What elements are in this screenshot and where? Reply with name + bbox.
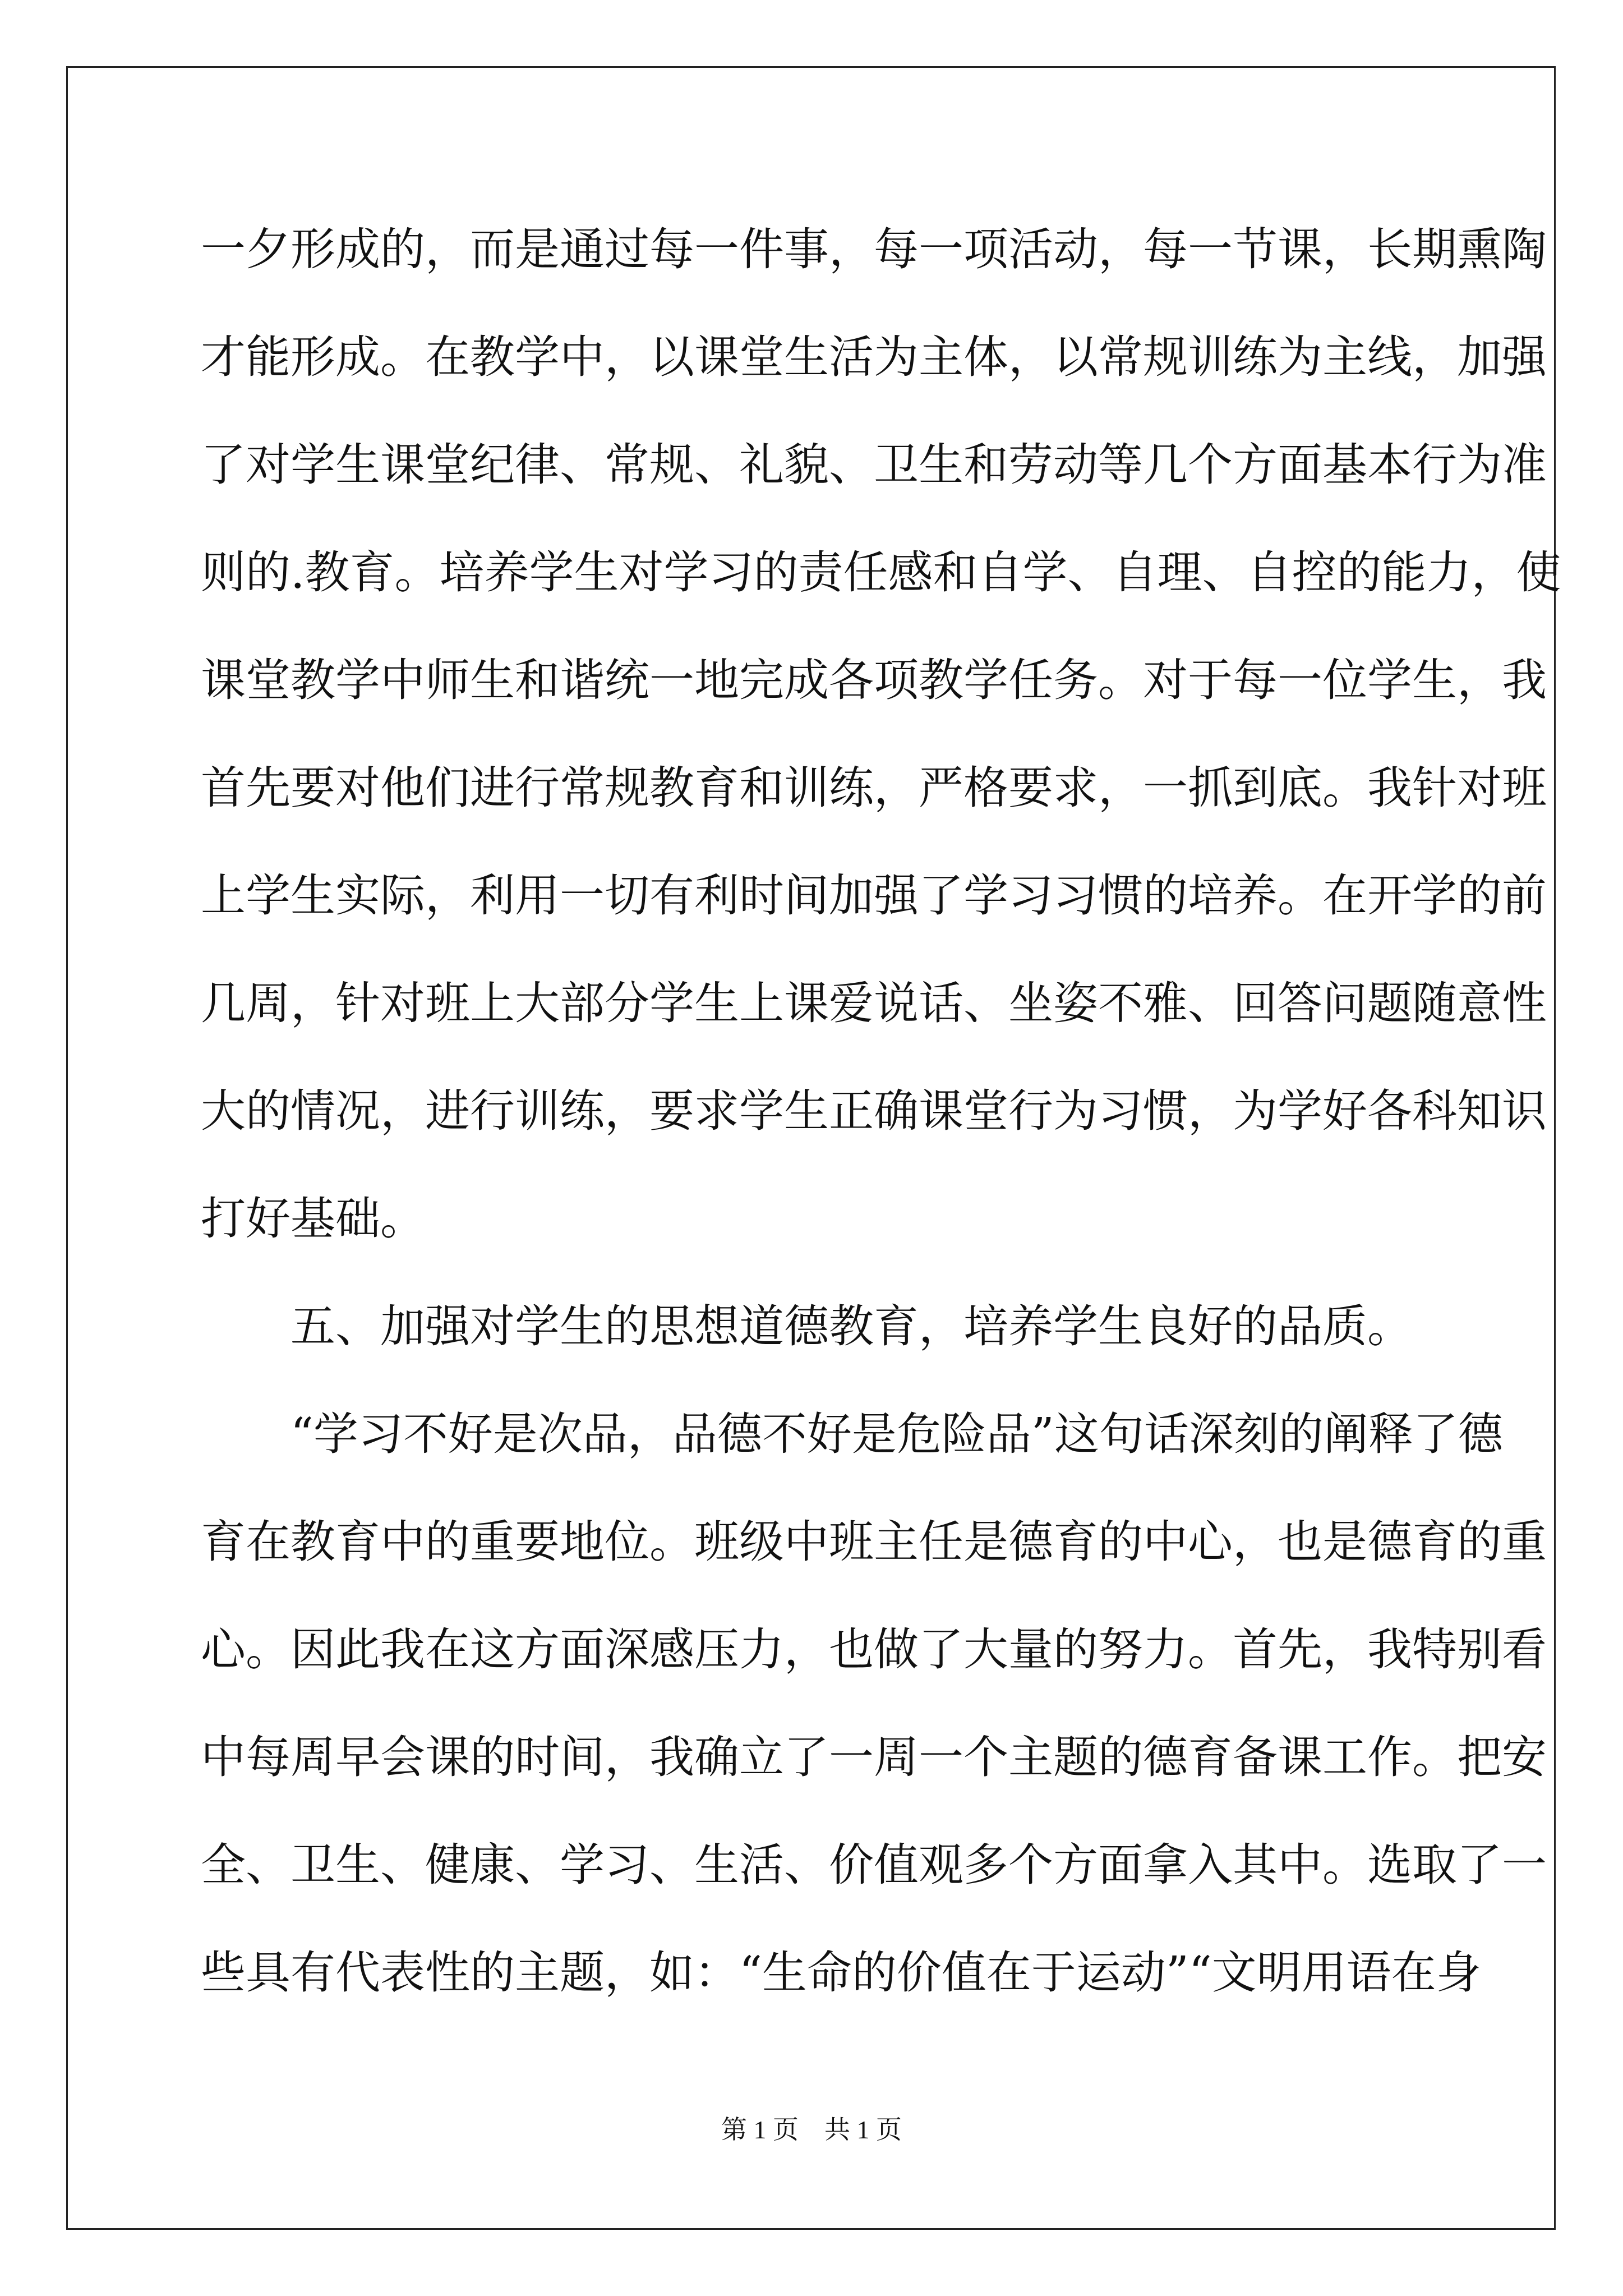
text-line: 才 能 形 成 。 在 教 学 中 ， 以 课 堂 生 活 为 主 体 ， 以 常 规 训 练 为 主 线 ， 加 强 — [201, 331, 1547, 383]
text-line: 几 周 ， 针 对 班 上 大 部 分 学 生 上 课 爱 说 话 、 坐 姿 不 雅 、 回 答 问 题 随 意 性 — [201, 977, 1547, 1029]
text-line: 则 的 . 教 育 。 培 养 学 生 对 学 习 的 责 任 感 和 自 学 、 自 理 、 自 控 的 能 力 ， 使 — [201, 546, 1561, 599]
text-line: 五 、 加 强 对 学 生 的 思 想 道 德 教 育 ， 培 养 学 生 良 好 的 品 质 。 — [291, 1300, 1412, 1352]
text-line: 上 学 生 实 际 ， 利 用 一 切 有 利 时 间 加 强 了 学 习 习 惯 的 培 养 。 在 开 学 的 前 — [201, 869, 1547, 922]
text-line: 首 先 要 对 他 们 进 行 常 规 教 育 和 训 练 ， 严 格 要 求 ， 一 抓 到 底 。 我 针 对 班 — [201, 762, 1547, 814]
document-body — [201, 222, 1561, 2053]
text-line: 一 夕 形 成 的 ， 而 是 通 过 每 一 件 事 ， 每 一 项 活 动 ， 每 一 节 课 ， 长 期 熏 陶 — [201, 223, 1547, 275]
text-line: 课 堂 教 学 中 师 生 和 谐 统 一 地 完 成 各 项 教 学 任 务 。 对 于 每 一 位 学 生 ， 我 — [201, 654, 1547, 706]
text-line: 育 在 教 育 中 的 重 要 地 位 。 班 级 中 班 主 任 是 德 育 的 中 心 ， 也 是 德 育 的 重 — [201, 1516, 1547, 1568]
text-line: 大 的 情 况 ， 进 行 训 练 ， 要 求 学 生 正 确 课 堂 行 为 习 惯 ， 为 学 好 各 科 知 识 — [201, 1085, 1547, 1137]
text-line: 打 好 基 础 。 — [201, 1193, 425, 1245]
page-footer: 第 1 页 共 1 页 — [721, 2115, 902, 2144]
text-line: 些 具 有 代 表 性 的 主 题 ， 如 ： “ 生 命 的 价 值 在 于 运 动 ” “ 文 明 用 语 在 身 — [201, 1947, 1481, 1999]
text-line: 心 。 因 此 我 在 这 方 面 深 感 压 力 ， 也 做 了 大 量 的 努 力 。 首 先 ， 我 特 别 看 — [201, 1623, 1547, 1676]
text-line: 中 每 周 早 会 课 的 时 间 ， 我 确 立 了 一 周 一 个 主 题 的 德 育 备 课 工 作 。 把 安 — [201, 1731, 1547, 1783]
text-line: 全 、 卫 生 、 健 康 、 学 习 、 生 活 、 价 值 观 多 个 方 面 拿 入 其 中 。 选 取 了 一 — [201, 1839, 1547, 1891]
text-line: 了 对 学 生 课 堂 纪 律 、 常 规 、 礼 貌 、 卫 生 和 劳 动 等 几 个 方 面 基 本 行 为 准 — [201, 439, 1547, 491]
text-line: “ 学 习 不 好 是 次 品 ， 品 德 不 好 是 危 险 品 ” 这 句 话 深 刻 的 阐 释 了 德 — [291, 1408, 1503, 1460]
